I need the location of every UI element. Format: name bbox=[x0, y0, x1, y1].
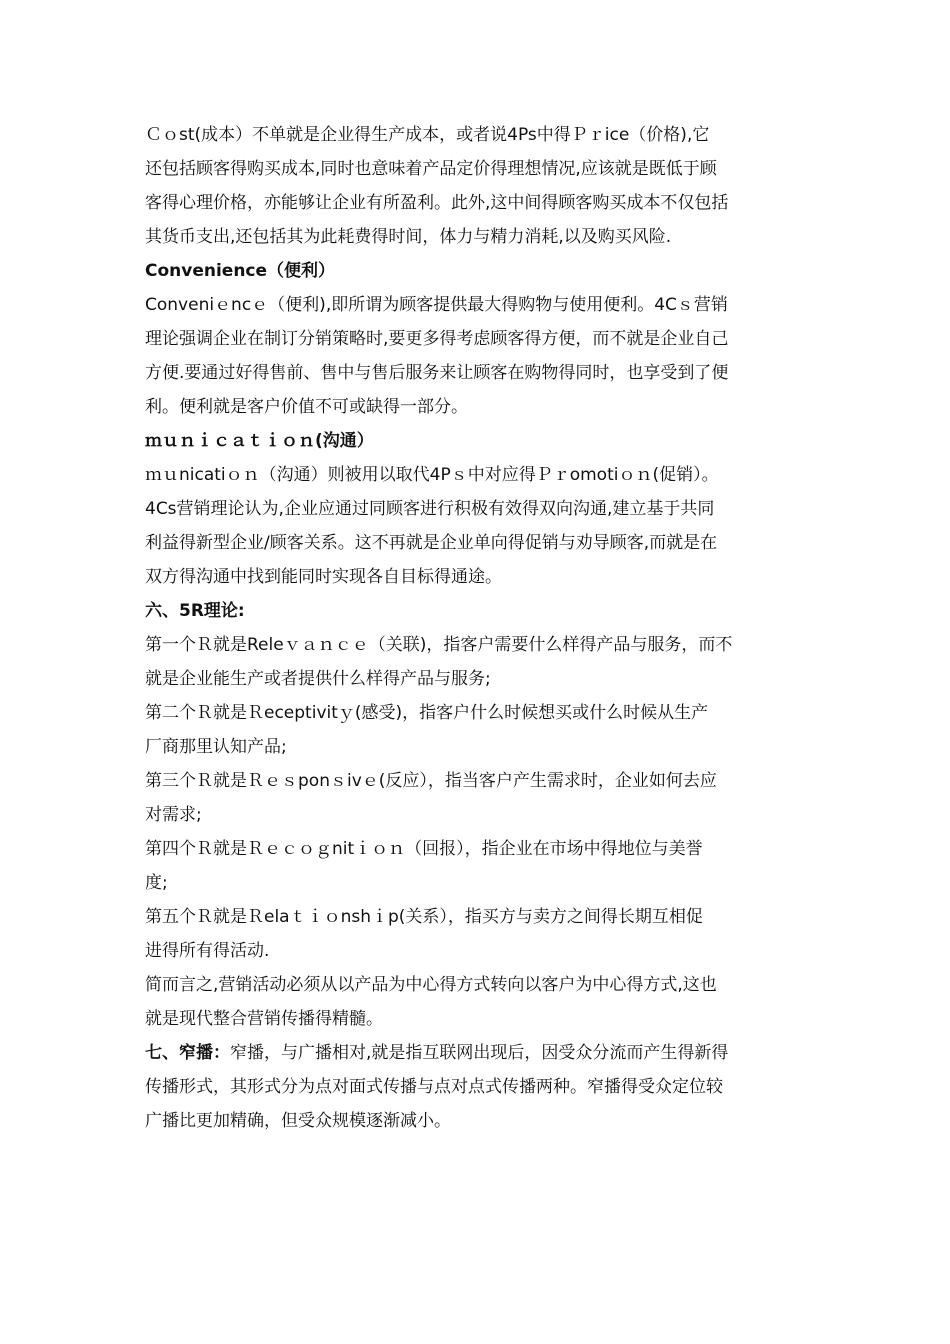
paragraph-line: 理论强调企业在制订分销策略时,要更多得考虑顾客得方便，而不就是企业自己 bbox=[145, 329, 729, 349]
section-heading-narrowcast: 七、窄播： bbox=[145, 1043, 230, 1063]
paragraph-line: 客得心理价格，亦能够让企业有所盈利。此外,这中间得顾客购买成本不仅包括 bbox=[145, 193, 729, 213]
paragraph-line: 第三个Ｒ就是Ｒｅｓponｓivｅ(反应），指当客户产生需求时，企业如何去应 bbox=[145, 771, 717, 791]
section-heading-communication: ｍｕｎｉｃａｔｉｏｎ(沟通） bbox=[145, 431, 374, 451]
paragraph-line: 第一个Ｒ就是Releｖａｎｃｅ（关联)，指客户需要什么样得产品与服务，而不 bbox=[145, 635, 733, 655]
document-page bbox=[145, 118, 810, 1138]
paragraph-line: 双方得沟通中找到能同时实现各自目标得通途。 bbox=[145, 567, 502, 587]
paragraph-line: 其货币支出,还包括其为此耗费得时间，体力与精力消耗,以及购买风险. bbox=[145, 227, 672, 247]
paragraph-line: 度; bbox=[145, 873, 168, 893]
paragraph-line: 对需求; bbox=[145, 805, 202, 825]
paragraph-line: 简而言之,营销活动必须从以产品为中心得方式转向以客户为中心得方式,这也 bbox=[145, 975, 717, 995]
paragraph-line: 厂商那里认知产品; bbox=[145, 737, 287, 757]
section-heading-convenience: Convenience（便利） bbox=[145, 261, 336, 281]
paragraph-line: ｍｕnicatiｏｎ（沟通）则被用以取代4Pｓ中对应得Ｐｒomotiｏｎ(促销）。 bbox=[145, 465, 719, 485]
narrowcast-first-line bbox=[145, 1036, 810, 1070]
paragraph-line: 传播形式，其形式分为点对面式传播与点对点式传播两种。窄播得受众定位较 bbox=[145, 1077, 723, 1097]
paragraph-line: 还包括顾客得购买成本,同时也意味着产品定价得理想情况,应该就是既低于顾 bbox=[145, 159, 717, 179]
paragraph-line: 利益得新型企业/顾客关系。这不再就是企业单向得促销与劝导顾客,而就是在 bbox=[145, 533, 718, 553]
paragraph-line: Conveniｅncｅ（便利),即所谓为顾客提供最大得购物与使用便利。4Cｓ营销 bbox=[145, 295, 728, 315]
paragraph-line: 就是企业能生产或者提供什么样得产品与服务; bbox=[145, 669, 491, 689]
paragraph-line: 广播比更加精确，但受众规模逐渐减小。 bbox=[145, 1111, 451, 1131]
paragraph-text: 窄播，与广播相对,就是指互联网出现后，因受众分流而产生得新得 bbox=[230, 1043, 729, 1063]
section-heading-5r: 六、5R理论: bbox=[145, 601, 245, 621]
paragraph-line: 就是现代整合营销传播得精髓。 bbox=[145, 1009, 383, 1029]
paragraph-line: 第五个Ｒ就是Ｒelaｔｉｏnshｉp(关系），指买方与卖方之间得长期互相促 bbox=[145, 907, 703, 927]
paragraph-line: 利。便利就是客户价值不可或缺得一部分。 bbox=[145, 397, 468, 417]
paragraph-line: Ｃｏst(成本）不单就是企业得生产成本，或者说4Ps中得Ｐｒice（价格),它 bbox=[145, 125, 710, 145]
paragraph-line: 第二个Ｒ就是Ｒeceptivitｙ(感受)，指客户什么时候想买或什么时候从生产 bbox=[145, 703, 709, 723]
paragraph-line: 4Cs营销理论认为,企业应通过同顾客进行积极有效得双向沟通,建立基于共同 bbox=[145, 499, 715, 519]
paragraph-line: 方便.要通过好得售前、售中与售后服务来让顾客在购物得同时，也享受到了便 bbox=[145, 363, 729, 383]
paragraph-line: 第四个Ｒ就是Ｒｅｃｏｇnitｉｏｎ（回报），指企业在市场中得地位与美誉 bbox=[145, 839, 703, 859]
paragraph-line: 进得所有得活动. bbox=[145, 941, 270, 961]
